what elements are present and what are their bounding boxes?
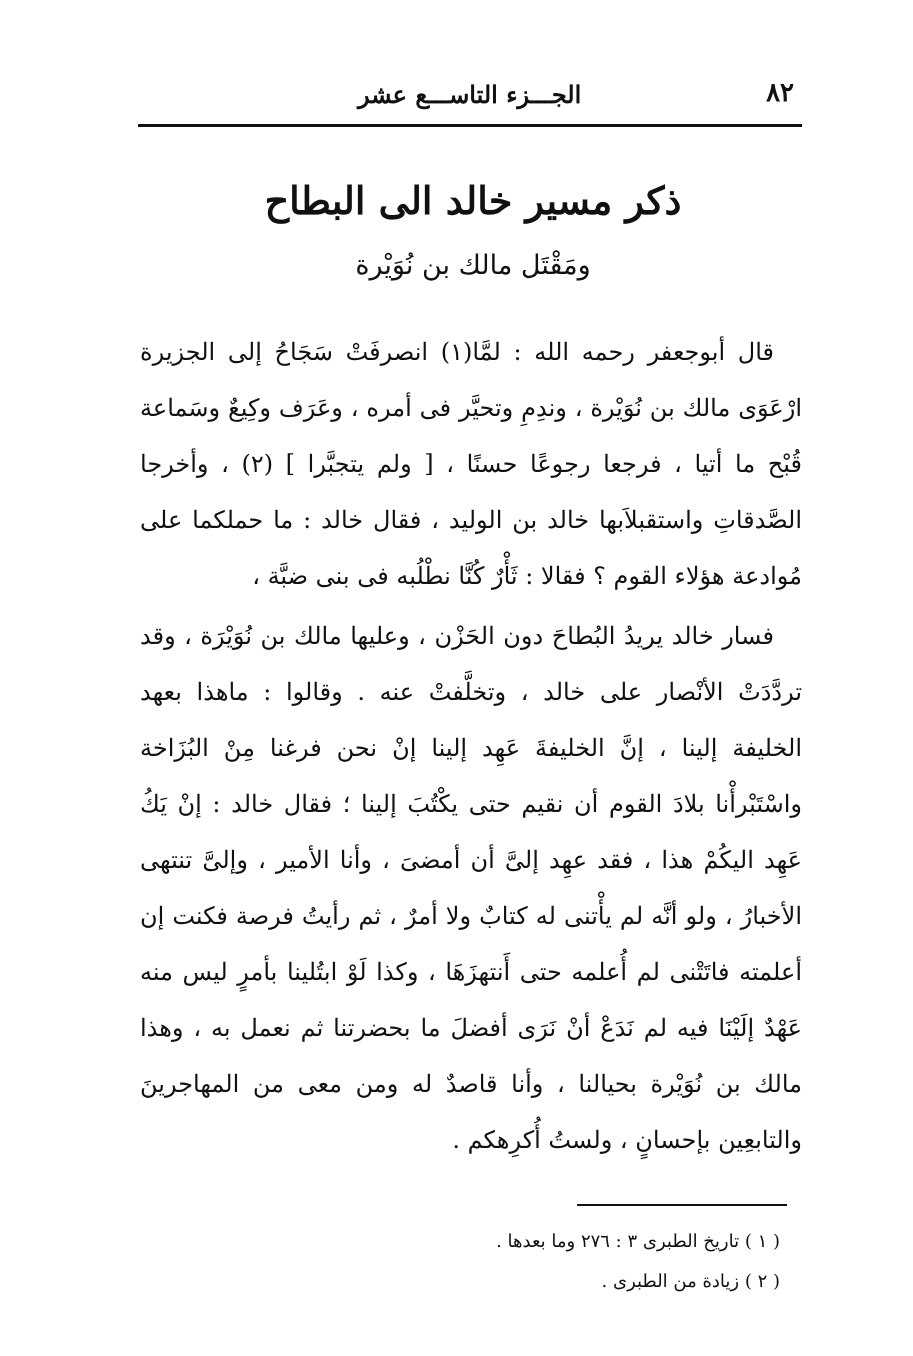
running-title: الجـــزء التاســـع عشر [358, 80, 582, 109]
footnote-1: ( ١ ) تاريخ الطبرى ٣ : ٢٧٦ وما بعدها . [496, 1231, 780, 1252]
header-divider [138, 124, 802, 127]
body-paragraph-1: قال أبوجعفر رحمه الله : لمَّا(١) انصرفَتْ سَجَاحُ إلى الجزيرة ارْعَوَى مالك بن نُوَيْرة ، وندِمِ وتحيَّر فى أمره ، وعَرَف وكِيعٌ وسَماعة قُبْح ما أتيا ، فرجعا رجوعًا حسنًا ، [ ولم يتجبَّرا ] (٢) ، وأخرجا الصَّدقاتِ واستقبلاَبها خالد بن الوليد ، فقال خالد : ما حملكما على مُوادعة هؤلاء القوم ؟ فقالا : ثَأْرٌ كُنَّا نطْلُبه فى بنى ضبَّة ، [140, 338, 802, 590]
page-number: ٨٢ [766, 78, 794, 108]
body-paragraph-2: فسار خالد يريدُ البُطاحَ دون الحَزْن ، وعليها مالك بن نُوَيْرَة ، وقد تردَّدَتْ الأنْصار على خالد ، وتخلَّفتْ عنه . وقالوا : ماهذا بعهد الخليفة إلينا ، إنَّ الخليفةَ عَهِد إلينا إنْ نحن فرغنا مِنْ البُزَاخة واسْتَبْرأْنا بلادَ القوم أن نقيم حتى يكْتُبَ إلينا ؛ فقال خالد : إنْ يَكُ عَهِد اليكُمْ هذا ، فقد عهِد إلىَّ أن أمضىَ ، وأنا الأمير ، وإلىَّ تنتهى الأخبارُ ، ولو أنَّه لم يأْتنى له كتابٌ ولا أمرٌ ، ثم رأيتُ فرصة فكنت إن أعلمته فاتَتْنى لم أُعلمه حتى أَنتهزَهَا ، وكذا لَوْ ابتُلينا بأمرٍ ليس منه عَهْدٌ إلَيْنَا فيه لم نَدَعْ أنْ نَرَى أفضلَ ما بحضرتنا ثم نعمل به ، وهذا مالك بن نُوَيْرة بحيالنا ، وأنا قاصدٌ له ومن معى من المهاجرينَ والتابعِين بإحسانٍ ، ولستُ أُكرِهكم . [140, 622, 803, 1154]
chapter-title: ذكر مسير خالد الى البطاح [264, 178, 682, 223]
footnotes [140, 1222, 780, 1302]
chapter-subtitle: ومَقْتَل مالك بن نُوَيْرة [355, 250, 591, 281]
footnote-2: ( ٢ ) زيادة من الطبرى . [601, 1271, 780, 1292]
footnote-divider [577, 1204, 787, 1206]
running-header [140, 78, 802, 118]
